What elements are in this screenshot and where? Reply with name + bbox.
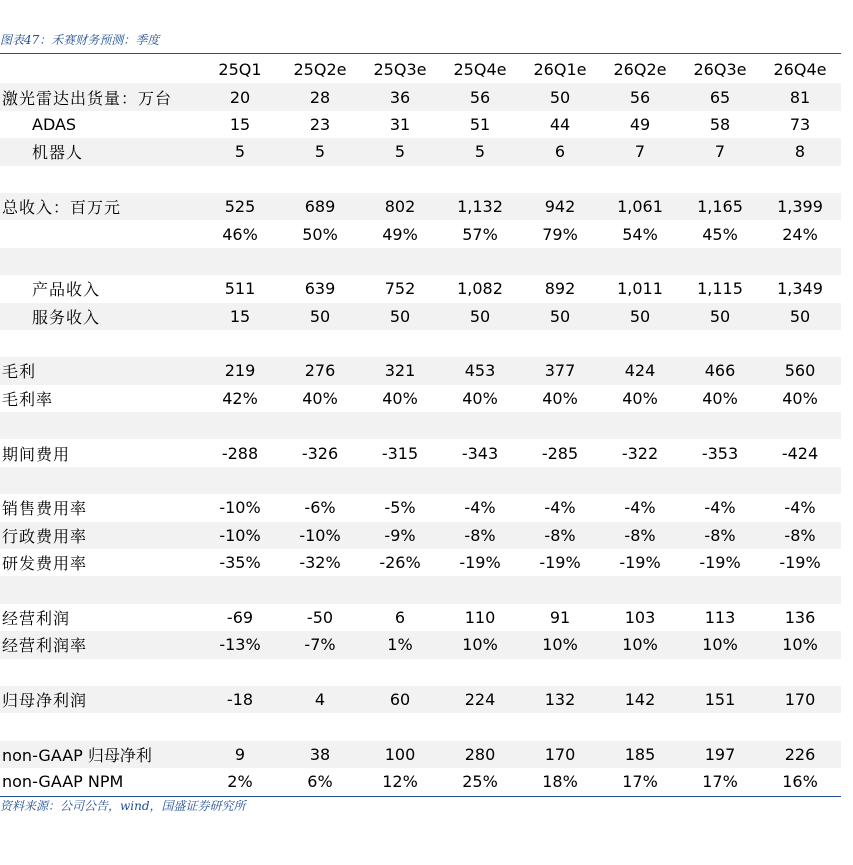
table-cell: 802: [384, 197, 416, 217]
table-cell: -32%: [299, 553, 341, 573]
column-header: 26Q2e: [613, 60, 667, 80]
table-cell: 511: [224, 279, 256, 299]
table-cell: -19%: [779, 553, 821, 573]
table-cell: -285: [541, 443, 579, 463]
table-row: [0, 220, 841, 247]
table-cell: 10%: [462, 635, 498, 655]
table-cell: 4: [314, 690, 326, 710]
table-cell: 50: [309, 306, 331, 326]
table-cell: 689: [304, 197, 336, 217]
table-cell: 1,165: [697, 197, 743, 217]
table-cell: -8%: [544, 525, 576, 545]
table-cell: 6: [554, 142, 566, 162]
table-cell: 560: [784, 361, 816, 381]
table-row: [0, 741, 841, 768]
table-cell: 50%: [302, 224, 338, 244]
table-cell: 942: [544, 197, 576, 217]
table-cell: 170: [544, 744, 576, 764]
table-cell: 151: [704, 690, 736, 710]
table-cell: -19%: [459, 553, 501, 573]
table-cell: 8: [794, 142, 806, 162]
table-cell: -315: [381, 443, 419, 463]
table-cell: 56: [629, 87, 651, 107]
table-cell: 38: [309, 744, 331, 764]
table-cell: -8%: [624, 525, 656, 545]
table-cell: -8%: [704, 525, 736, 545]
column-header: 25Q4e: [453, 60, 507, 80]
table-cell: 9: [234, 744, 246, 764]
table-cell: 6%: [307, 772, 333, 792]
table-body: [0, 83, 841, 795]
row-label: 经营利润率: [2, 636, 88, 656]
forecast-table: [0, 56, 841, 796]
table-cell: -69: [226, 608, 254, 627]
table-cell: 377: [544, 361, 576, 381]
table-cell: 110: [464, 608, 496, 627]
table-row: [0, 768, 841, 795]
table-cell: 10%: [542, 635, 578, 655]
row-label: 服务收入: [32, 307, 101, 327]
table-row: [0, 549, 841, 576]
table-cell: 1,115: [697, 279, 743, 299]
table-cell: 50: [469, 306, 491, 326]
table-row: [0, 659, 841, 686]
table-cell: -424: [781, 443, 819, 463]
table-cell: 42%: [222, 388, 258, 408]
table-cell: -19%: [699, 553, 741, 573]
table-cell: 79%: [542, 224, 578, 244]
table-cell: 136: [784, 608, 816, 627]
table-row: [0, 385, 841, 412]
table-cell: 23: [309, 114, 331, 134]
table-cell: 60: [389, 690, 411, 710]
table-row: [0, 467, 841, 494]
row-label: 毛利: [2, 362, 37, 382]
table-cell: -4%: [624, 498, 656, 518]
table-cell: 36: [389, 87, 411, 107]
table-cell: 1,132: [457, 197, 503, 217]
table-cell: -10%: [219, 498, 261, 518]
table-cell: 20: [229, 87, 251, 107]
table-cell: -19%: [539, 553, 581, 573]
table-row: [0, 686, 841, 713]
table-cell: 170: [784, 690, 816, 710]
top-rule: [0, 53, 841, 54]
row-label: 毛利率: [2, 389, 54, 409]
table-cell: 1,011: [617, 279, 663, 299]
table-cell: -6%: [304, 498, 336, 518]
table-cell: 10%: [702, 635, 738, 655]
table-cell: 525: [224, 197, 256, 217]
table-row: [0, 166, 841, 193]
table-cell: -5%: [384, 498, 416, 518]
table-cell: -9%: [384, 525, 416, 545]
table-cell: -10%: [299, 525, 341, 545]
table-row: [0, 576, 841, 603]
table-row: [0, 193, 841, 220]
table-cell: 65: [709, 87, 731, 107]
table-cell: 103: [624, 608, 656, 627]
table-cell: 40%: [782, 388, 818, 408]
table-row: [0, 604, 841, 631]
table-cell: 40%: [622, 388, 658, 408]
table-cell: -13%: [219, 635, 261, 655]
table-cell: 276: [304, 361, 336, 381]
table-cell: 57%: [462, 224, 498, 244]
row-label: non-GAAP NPM: [2, 772, 124, 792]
table-cell: 6: [394, 608, 406, 627]
row-label: 总收入：百万元: [2, 198, 122, 218]
column-header: 26Q4e: [773, 60, 827, 80]
table-cell: 50: [549, 306, 571, 326]
table-cell: -4%: [464, 498, 496, 518]
table-cell: 28: [309, 87, 331, 107]
row-label: 经营利润: [2, 609, 71, 628]
table-row: [0, 357, 841, 384]
table-cell: -50: [306, 608, 334, 627]
table-cell: -7%: [304, 635, 336, 655]
table-cell: 7: [634, 142, 646, 162]
table-cell: 5: [394, 142, 406, 162]
table-cell: 113: [704, 608, 736, 627]
table-cell: 424: [624, 361, 656, 381]
column-header: 25Q3e: [373, 60, 427, 80]
table-cell: 142: [624, 690, 656, 710]
table-row: [0, 631, 841, 658]
row-label: 期间费用: [2, 444, 71, 464]
table-cell: 49%: [382, 224, 418, 244]
table-cell: 5: [314, 142, 326, 162]
table-cell: 7: [714, 142, 726, 162]
table-cell: 17%: [702, 772, 738, 792]
table-cell: 91: [549, 608, 571, 627]
table-cell: 280: [464, 744, 496, 764]
table-row: [0, 111, 841, 138]
table-cell: 2%: [227, 772, 253, 792]
table-cell: 224: [464, 690, 496, 710]
column-header: 25Q1: [218, 60, 262, 80]
column-header: 25Q2e: [293, 60, 347, 80]
table-cell: -288: [221, 443, 259, 463]
table-cell: 58: [709, 114, 731, 134]
table-cell: 10%: [622, 635, 658, 655]
table-cell: 40%: [382, 388, 418, 408]
row-label: 激光雷达出货量：万台: [2, 88, 173, 108]
table-cell: 81: [789, 87, 811, 107]
table-cell: 132: [544, 690, 576, 710]
row-label: ADAS: [32, 114, 77, 134]
table-cell: 219: [224, 361, 256, 381]
table-row: [0, 713, 841, 740]
table-cell: 25%: [462, 772, 498, 792]
table-cell: 40%: [462, 388, 498, 408]
table-cell: 49: [629, 114, 651, 134]
table-cell: 50: [629, 306, 651, 326]
table-cell: 44: [549, 114, 571, 134]
table-row: [0, 83, 841, 110]
table-cell: 226: [784, 744, 816, 764]
table-cell: 15: [229, 114, 251, 134]
table-cell: 5: [474, 142, 486, 162]
table-cell: -4%: [784, 498, 816, 518]
table-cell: -326: [301, 443, 339, 463]
table-cell: 1,349: [777, 279, 823, 299]
table-cell: 31: [389, 114, 411, 134]
source-note: 资料来源：公司公告，wind，国盛证券研究所: [0, 799, 246, 813]
table-cell: -4%: [544, 498, 576, 518]
table-cell: -10%: [219, 525, 261, 545]
table-cell: 50: [389, 306, 411, 326]
table-cell: 100: [384, 744, 416, 764]
table-row: [0, 439, 841, 466]
table-cell: 197: [704, 744, 736, 764]
table-cell: -4%: [704, 498, 736, 518]
table-cell: 321: [384, 361, 416, 381]
table-cell: 50: [789, 306, 811, 326]
table-cell: -343: [461, 443, 499, 463]
table-cell: 752: [384, 279, 416, 299]
table-cell: 5: [234, 142, 246, 162]
figure-caption: 图表47：禾赛财务预测：季度: [0, 33, 160, 47]
table-row: [0, 494, 841, 521]
table-cell: -8%: [464, 525, 496, 545]
table-row: [0, 330, 841, 357]
table-cell: 1,399: [777, 197, 823, 217]
table-cell: 15: [229, 306, 251, 326]
table-cell: -322: [621, 443, 659, 463]
table-cell: 50: [549, 87, 571, 107]
table-row: [0, 138, 841, 165]
table-cell: 892: [544, 279, 576, 299]
table-cell: 18%: [542, 772, 578, 792]
table-cell: 50: [709, 306, 731, 326]
table-cell: 24%: [782, 224, 818, 244]
table-cell: 1%: [387, 635, 413, 655]
table-cell: -353: [701, 443, 739, 463]
row-label: 研发费用率: [2, 554, 88, 574]
row-label: 销售费用率: [2, 499, 88, 519]
table-cell: 51: [469, 114, 491, 134]
row-label: 归母净利润: [2, 691, 88, 711]
column-header: 26Q1e: [533, 60, 587, 80]
table-cell: 17%: [622, 772, 658, 792]
table-row: [0, 248, 841, 275]
table-cell: 73: [789, 114, 811, 134]
table-cell: -8%: [784, 525, 816, 545]
table-cell: -35%: [219, 553, 261, 573]
table-cell: 639: [304, 279, 336, 299]
table-row: [0, 412, 841, 439]
table-cell: -26%: [379, 553, 421, 573]
table-row: [0, 522, 841, 549]
column-header: 26Q3e: [693, 60, 747, 80]
row-label: non-GAAP 归母净利: [2, 745, 152, 765]
table-cell: 40%: [542, 388, 578, 408]
table-cell: 1,082: [457, 279, 503, 299]
table-cell: 185: [624, 744, 656, 764]
table-row: [0, 275, 841, 302]
table-cell: 45%: [702, 224, 738, 244]
table-cell: 40%: [702, 388, 738, 408]
table-cell: 54%: [622, 224, 658, 244]
row-label: 产品收入: [32, 280, 101, 300]
table-cell: 466: [704, 361, 736, 381]
table-cell: -19%: [619, 553, 661, 573]
table-cell: 40%: [302, 388, 338, 408]
table-cell: 56: [469, 87, 491, 107]
table-cell: 10%: [782, 635, 818, 655]
table-cell: 16%: [782, 772, 818, 792]
row-label: 行政费用率: [2, 526, 88, 546]
table-row: [0, 303, 841, 330]
table-cell: -18: [226, 690, 254, 710]
table-cell: 46%: [222, 224, 258, 244]
row-label: 机器人: [32, 143, 84, 163]
table-cell: 453: [464, 361, 496, 381]
table-header-row: [0, 56, 841, 83]
table-cell: 1,061: [617, 197, 663, 217]
table-cell: 12%: [382, 772, 418, 792]
